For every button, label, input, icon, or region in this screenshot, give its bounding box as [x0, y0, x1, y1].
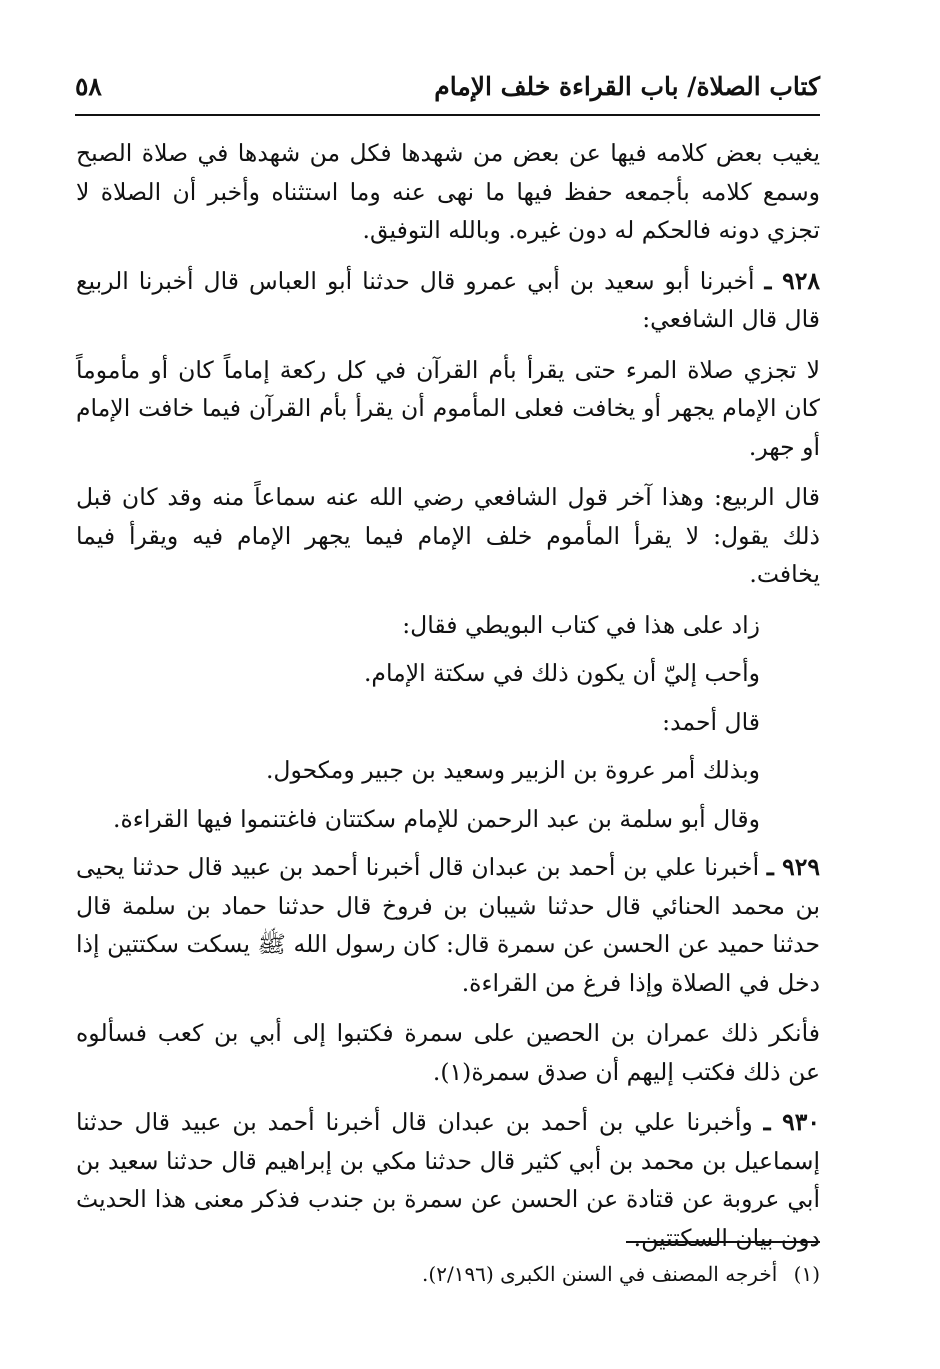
hadith-928 — [76, 262, 820, 339]
hadith-number: ٩٢٩ ـ — [766, 853, 820, 881]
footnote-text: أخرجه المصنف في السنن الكبرى (٢/١٩٦). — [422, 1262, 778, 1286]
paragraph-text: قال الربيع: وهذا آخر قول الشافعي رضي الله عنه سماعاً منه وقد كان قبل ذلك يقول: لا يقرأ المأموم خلف الإمام فيما يجهر الإمام فيه ويقرأ فيما يخافت. — [76, 483, 820, 588]
paragraph-text: أخبرنا أبو سعيد بن أبي عمرو قال حدثنا أبو العباس قال أخبرنا الربيع قال قال الشافعي: — [76, 266, 820, 333]
paragraph-urwa — [76, 751, 820, 790]
paragraph-intro — [76, 134, 820, 250]
running-header — [75, 70, 820, 116]
page-number: ٥٨ — [75, 72, 102, 101]
main-text — [76, 134, 820, 1269]
footnote-separator — [626, 1241, 820, 1243]
paragraph-text: وأخبرنا علي بن أحمد بن عبدان قال أخبرنا أحمد بن عبيد قال حدثنا إسماعيل بن محمد بن أبي كثير قال حدثنا مكي بن إبراهيم قال حدثنا سعيد بن أبي عروبة عن قتادة عن الحسن عن سمرة بن جندب فذكر معنى هذا الحديث دون بيان السكتتين. — [76, 1108, 820, 1252]
paragraph-sakta — [76, 654, 820, 693]
paragraph-rabi — [76, 478, 820, 594]
paragraph-text: وأحب إليّ أن يكون ذلك في سكتة الإمام. — [363, 659, 760, 687]
paragraph-buwayti — [76, 606, 820, 645]
footnote — [422, 1262, 820, 1286]
paragraph-text: وقال أبو سلمة بن عبد الرحمن للإمام سكتتان فاغتنموا فيها القراءة. — [112, 804, 760, 833]
paragraph-abu-salama — [76, 800, 820, 839]
header-title: كتاب الصلاة/ باب القراءة خلف الإمام — [434, 72, 820, 101]
hadith-930 — [76, 1103, 820, 1257]
paragraph-text: لا تجزي صلاة المرء حتى يقرأ بأم القرآن في كل ركعة إماماً كان أو مأموماً كان الإمام يجهر أو يخافت فعلى المأموم أن يقرأ بأم القرآن فيما خافت الإمام أو جهر. — [76, 355, 820, 461]
paragraph-text: زاد على هذا في كتاب البويطي فقال: — [402, 610, 760, 639]
paragraph-text: فأنكر ذلك عمران بن الحصين على سمرة فكتبوا إلى أبي بن كعب فسألوه عن ذلك فكتب إليهم أن صدق سمرة(١). — [76, 1019, 820, 1086]
paragraph-imran — [76, 1014, 820, 1091]
paragraph-shafii-quote — [76, 351, 820, 467]
hadith-number: ٩٢٨ ـ — [764, 266, 820, 295]
paragraph-text: أخبرنا علي بن أحمد بن عبدان قال أخبرنا أحمد بن عبيد قال حدثنا يحيى بن محمد الحنائي قال حدثنا شيبان بن فروخ قال حدثنا حماد بن سلمة قال حدثنا حميد عن الحسن عن سمرة قال: كان رسول الله ﷺ يسكت سكتتين إذا دخل في الصلاة وإذا فرغ من القراءة. — [76, 853, 820, 997]
paragraph-qala-ahmad — [76, 703, 820, 742]
footnote-marker: (١) — [793, 1262, 820, 1286]
paragraph-text: قال أحمد: — [662, 707, 760, 736]
paragraph-text: يغيب بعض كلامه فيها عن بعض من شهدها فكل من شهدها في صلاة الصبح وسمع كلامه بأجمعه حفظ فيها ما نهى عنه وما استثناه وأخبر أن الصلاة لا تجزي دونه فالحكم له دون غيره. وبالله التوفيق. — [76, 139, 820, 244]
hadith-number: ٩٣٠ ـ — [763, 1108, 820, 1136]
hadith-929 — [76, 848, 820, 1002]
paragraph-text: وبذلك أمر عروة بن الزبير وسعيد بن جبير ومكحول. — [265, 756, 760, 784]
